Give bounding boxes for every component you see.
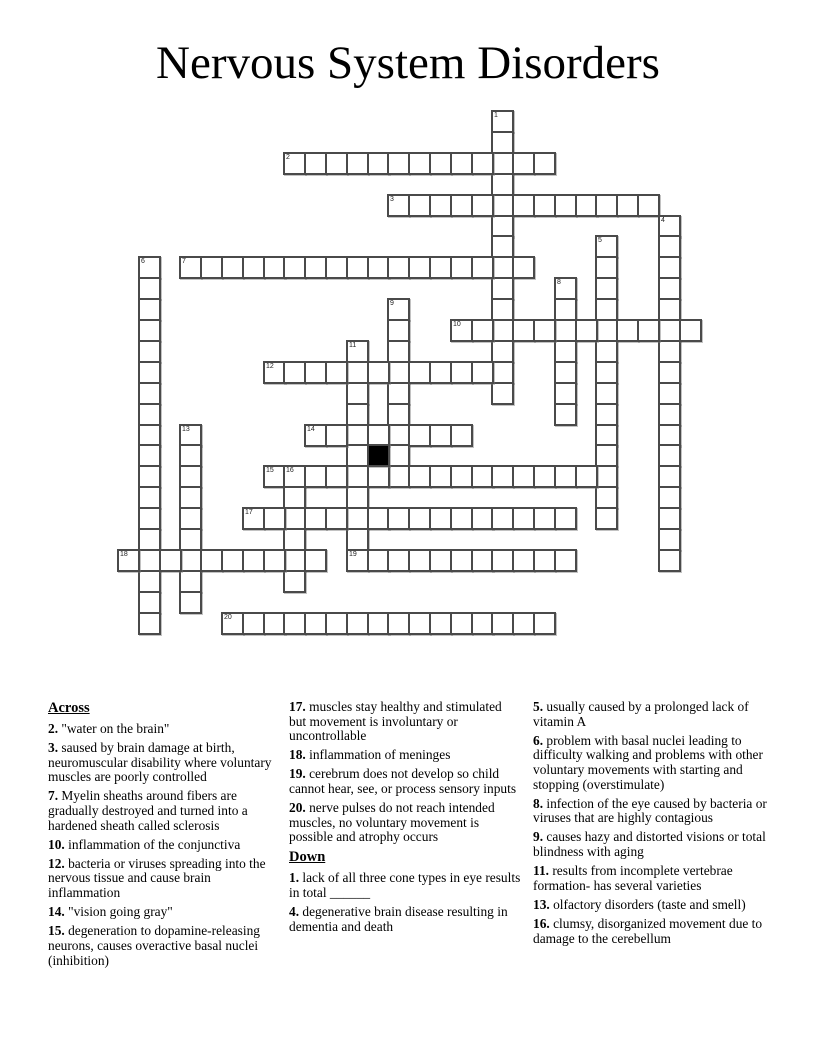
grid-cell-r10-c22[interactable] [575, 319, 598, 342]
grid-cell-r2-c14[interactable] [408, 152, 431, 175]
grid-cell-r19-c26[interactable] [658, 507, 681, 530]
grid-cell-r2-c19[interactable] [512, 152, 535, 175]
grid-cell-r17-c1[interactable] [138, 465, 161, 488]
cell-number-5: 5 [598, 237, 602, 244]
clue-number: 1. [289, 870, 300, 886]
grid-cell-r19-c16[interactable] [450, 507, 473, 530]
grid-cell-r24-c11[interactable] [346, 612, 369, 635]
grid-cell-r17-c26[interactable] [658, 465, 681, 488]
grid-cell-r6-c23[interactable] [595, 235, 618, 258]
grid-cell-r8-c21[interactable] [554, 277, 577, 300]
grid-cell-r18-c8[interactable] [283, 486, 306, 509]
grid-cell-r17-c11[interactable] [346, 465, 369, 488]
grid-cell-r22-c8[interactable] [283, 570, 306, 593]
grid-cell-r20-c8[interactable] [283, 528, 306, 551]
grid-cell-r10-c20[interactable] [533, 319, 556, 342]
grid-cell-r9-c13[interactable] [387, 298, 410, 321]
clue-13: 13. olfactory disorders (taste and smell) [533, 896, 746, 912]
grid-cell-r18-c11[interactable] [346, 486, 369, 509]
clue-number: 14. [48, 904, 65, 920]
clue-number: 7. [48, 788, 59, 804]
grid-cell-r12-c23[interactable] [595, 361, 618, 384]
cell-number-6: 6 [141, 258, 145, 265]
grid-cell-r7-c10[interactable] [325, 256, 348, 279]
grid-cell-r16-c23[interactable] [595, 444, 618, 467]
cell-number-13: 13 [182, 426, 190, 433]
grid-cell-r11-c18[interactable] [491, 340, 514, 363]
grid-cell-r14-c11[interactable] [346, 403, 369, 426]
across-header: Across [48, 700, 90, 716]
grid-cell-r8-c18[interactable] [491, 277, 514, 300]
grid-cell-r19-c21[interactable] [554, 507, 577, 530]
grid-cell-r11-c21[interactable] [554, 340, 577, 363]
clue-number: 15. [48, 923, 65, 939]
grid-cell-r9-c23[interactable] [595, 298, 618, 321]
cell-number-9: 9 [390, 300, 394, 307]
grid-cell-r24-c9[interactable] [304, 612, 327, 635]
grid-cell-r19-c6[interactable] [242, 507, 265, 530]
grid-cell-r21-c21[interactable] [554, 549, 577, 572]
grid-cell-r19-c3[interactable] [179, 507, 202, 530]
grid-cell-r12-c26[interactable] [658, 361, 681, 384]
clue-number: 16. [533, 915, 550, 931]
grid-cell-r4-c25[interactable] [637, 194, 660, 217]
cell-number-10: 10 [453, 321, 461, 328]
grid-cell-r10-c26[interactable] [658, 319, 681, 342]
grid-cell-r17-c19[interactable] [512, 465, 535, 488]
grid-cell-r19-c10[interactable] [325, 507, 348, 530]
grid-cell-r24-c18[interactable] [491, 612, 514, 635]
grid-cell-r2-c17[interactable] [471, 152, 494, 175]
clue-number: 19. [289, 766, 306, 782]
grid-cell-r13-c21[interactable] [554, 382, 577, 405]
grid-cell-r17-c21[interactable] [554, 465, 577, 488]
grid-cell-r13-c13[interactable] [387, 382, 410, 405]
grid-cell-r7-c8[interactable] [283, 256, 306, 279]
grid-cell-r16-c11[interactable] [346, 444, 369, 467]
clue-4: 4. degenerative brain disease resulting in dementia and death [289, 904, 508, 934]
grid-cell-r19-c23[interactable] [595, 507, 618, 530]
grid-cell-r6-c18[interactable] [491, 235, 514, 258]
clue-number: 8. [533, 795, 544, 811]
grid-cell-r16-c26[interactable] [658, 444, 681, 467]
grid-cell-r1-c18[interactable] [491, 131, 514, 154]
crossword-grid [117, 110, 699, 633]
grid-cell-r9-c18[interactable] [491, 298, 514, 321]
clue-number: 10. [48, 836, 65, 852]
grid-cell-r15-c14[interactable] [408, 424, 431, 447]
grid-cell-r9-c21[interactable] [554, 298, 577, 321]
grid-cell-r12-c15[interactable] [429, 361, 452, 384]
grid-cell-r16-c3[interactable] [179, 444, 202, 467]
grid-cell-r4-c20[interactable] [533, 194, 556, 217]
clue-14: 14. "vision going gray" [48, 904, 173, 920]
cell-number-2: 2 [286, 154, 290, 161]
grid-cell-r7-c1[interactable] [138, 256, 161, 279]
grid-cell-r21-c1[interactable] [138, 549, 161, 572]
grid-cell-r7-c4[interactable] [200, 256, 223, 279]
grid-cell-r21-c7[interactable] [263, 549, 286, 572]
grid-cell-r21-c3[interactable] [179, 549, 202, 572]
clue-column-3 [533, 700, 775, 951]
grid-cell-r11-c26[interactable] [658, 340, 681, 363]
grid-cell-r16-c1[interactable] [138, 444, 161, 467]
grid-cell-r14-c23[interactable] [595, 403, 618, 426]
down-header: Down [289, 849, 326, 866]
grid-cell-r21-c18[interactable] [491, 549, 514, 572]
grid-cell-r21-c14[interactable] [408, 549, 431, 572]
grid-cell-r3-c18[interactable] [491, 173, 514, 196]
grid-cell-r4-c16[interactable] [450, 194, 473, 217]
grid-cell-r7-c6[interactable] [242, 256, 265, 279]
cell-number-20: 20 [224, 614, 232, 621]
grid-cell-r21-c11[interactable] [346, 549, 369, 572]
grid-cell-r17-c12[interactable] [367, 465, 390, 488]
clue-number: 5. [533, 699, 544, 714]
grid-cell-r7-c14[interactable] [408, 256, 431, 279]
cell-number-7: 7 [182, 258, 186, 265]
grid-cell-r15-c15[interactable] [429, 424, 452, 447]
clue-6: 6. problem with basal nuclei leading to difficulty walking and problems with other voluntary movements with starting and stopping (overstimulate) [533, 732, 763, 792]
grid-cell-r13-c26[interactable] [658, 382, 681, 405]
grid-cell-r19-c8[interactable] [283, 507, 306, 530]
cell-number-8: 8 [557, 279, 561, 286]
grid-cell-r11-c13[interactable] [387, 340, 410, 363]
clue-9: 9. causes hazy and distorted visions or total blindness with aging [533, 829, 766, 859]
grid-cell-r24-c8[interactable] [283, 612, 306, 635]
grid-cell-r12-c9[interactable] [304, 361, 327, 384]
grid-cell-r21-c9[interactable] [304, 549, 327, 572]
clue-column-1 [48, 700, 281, 973]
grid-cell-r21-c8[interactable] [283, 549, 306, 572]
grid-black-cell [367, 444, 390, 467]
grid-cell-r17-c16[interactable] [450, 465, 473, 488]
grid-cell-r7-c13[interactable] [387, 256, 410, 279]
grid-cell-r18-c26[interactable] [658, 486, 681, 509]
grid-cell-r0-c18[interactable] [491, 110, 514, 133]
grid-cell-r19-c7[interactable] [263, 507, 286, 530]
grid-cell-r2-c11[interactable] [346, 152, 369, 175]
grid-cell-r20-c11[interactable] [346, 528, 369, 551]
cell-number-12: 12 [266, 363, 274, 370]
grid-cell-r23-c3[interactable] [179, 591, 202, 614]
grid-cell-r14-c1[interactable] [138, 403, 161, 426]
grid-cell-r13-c18[interactable] [491, 382, 514, 405]
grid-cell-r17-c9[interactable] [304, 465, 327, 488]
grid-cell-r12-c8[interactable] [283, 361, 306, 384]
grid-cell-r11-c1[interactable] [138, 340, 161, 363]
grid-cell-r12-c10[interactable] [325, 361, 348, 384]
grid-cell-r8-c1[interactable] [138, 277, 161, 300]
grid-cell-r21-c26[interactable] [658, 549, 681, 572]
grid-cell-r7-c17[interactable] [471, 256, 494, 279]
grid-cell-r7-c19[interactable] [512, 256, 535, 279]
grid-cell-r9-c1[interactable] [138, 298, 161, 321]
clue-number: 11. [533, 863, 549, 879]
grid-cell-r10-c23[interactable] [595, 319, 618, 342]
grid-cell-r21-c19[interactable] [512, 549, 535, 572]
clue-number: 2. [48, 721, 59, 736]
grid-cell-r4-c21[interactable] [554, 194, 577, 217]
grid-cell-r12-c17[interactable] [471, 361, 494, 384]
grid-cell-r19-c9[interactable] [304, 507, 327, 530]
clue-10: 10. inflammation of the conjunctiva [48, 836, 241, 852]
grid-cell-r21-c5[interactable] [221, 549, 244, 572]
clue-number: 20. [289, 800, 306, 816]
grid-cell-r12-c18[interactable] [491, 361, 514, 384]
grid-cell-r21-c6[interactable] [242, 549, 265, 572]
clue-2: 2. "water on the brain" [48, 721, 170, 736]
grid-cell-r21-c13[interactable] [387, 549, 410, 572]
grid-cell-r19-c19[interactable] [512, 507, 535, 530]
grid-cell-r19-c11[interactable] [346, 507, 369, 530]
grid-cell-r19-c15[interactable] [429, 507, 452, 530]
cell-number-4: 4 [661, 217, 665, 224]
grid-cell-r17-c23[interactable] [595, 465, 618, 488]
grid-cell-r12-c13[interactable] [387, 361, 410, 384]
grid-cell-r13-c1[interactable] [138, 382, 161, 405]
grid-cell-r17-c13[interactable] [387, 465, 410, 488]
grid-cell-r2-c16[interactable] [450, 152, 473, 175]
grid-cell-r6-c26[interactable] [658, 235, 681, 258]
cell-number-14: 14 [307, 426, 315, 433]
grid-cell-r17-c15[interactable] [429, 465, 452, 488]
clue-17: 17. muscles stay healthy and stimulated but movement is involuntary or uncontrollable [289, 699, 502, 744]
grid-cell-r12-c1[interactable] [138, 361, 161, 384]
clue-number: 6. [533, 732, 544, 748]
grid-cell-r7-c15[interactable] [429, 256, 452, 279]
clue-3: 3. saused by brain damage at birth, neuromuscular disability where voluntary muscles are poorly controlled [48, 740, 272, 785]
cell-number-18: 18 [120, 551, 128, 558]
clue-number: 12. [48, 855, 65, 871]
cell-number-17: 17 [245, 509, 253, 516]
grid-cell-r2-c8[interactable] [283, 152, 306, 175]
grid-cell-r7-c11[interactable] [346, 256, 369, 279]
grid-cell-r10-c25[interactable] [637, 319, 660, 342]
grid-cell-r21-c20[interactable] [533, 549, 556, 572]
cell-number-3: 3 [390, 196, 394, 203]
clue-8: 8. infection of the eye caused by bacteria or viruses that are highly contagious [533, 795, 767, 826]
grid-cell-r14-c13[interactable] [387, 403, 410, 426]
grid-cell-r16-c13[interactable] [387, 444, 410, 467]
grid-cell-r4-c18[interactable] [491, 194, 514, 217]
grid-cell-r15-c16[interactable] [450, 424, 473, 447]
grid-cell-r24-c1[interactable] [138, 612, 161, 635]
clue-15: 15. degeneration to dopamine-releasing neurons, causes overactive basal nuclei (inhibition) [48, 923, 260, 968]
clue-12: 12. bacteria or viruses spreading into the nervous tissue and cause brain inflammation [48, 855, 266, 901]
grid-cell-r7-c9[interactable] [304, 256, 327, 279]
grid-cell-r13-c23[interactable] [595, 382, 618, 405]
clue-number: 3. [48, 740, 59, 756]
clue-number: 4. [289, 904, 300, 920]
grid-cell-r17-c18[interactable] [491, 465, 514, 488]
grid-cell-r22-c3[interactable] [179, 570, 202, 593]
grid-cell-r21-c16[interactable] [450, 549, 473, 572]
cell-number-1: 1 [494, 112, 498, 119]
grid-cell-r17-c3[interactable] [179, 465, 202, 488]
grid-cell-r4-c15[interactable] [429, 194, 452, 217]
grid-cell-r8-c23[interactable] [595, 277, 618, 300]
grid-cell-r22-c1[interactable] [138, 570, 161, 593]
clue-number: 17. [289, 699, 306, 714]
grid-cell-r11-c23[interactable] [595, 340, 618, 363]
grid-cell-r19-c20[interactable] [533, 507, 556, 530]
grid-cell-r18-c1[interactable] [138, 486, 161, 509]
grid-cell-r20-c1[interactable] [138, 528, 161, 551]
grid-cell-r4-c17[interactable] [471, 194, 494, 217]
grid-cell-r24-c5[interactable] [221, 612, 244, 635]
grid-cell-r2-c20[interactable] [533, 152, 556, 175]
grid-cell-r7-c16[interactable] [450, 256, 473, 279]
grid-cell-r21-c4[interactable] [200, 549, 223, 572]
grid-cell-r7-c3[interactable] [179, 256, 202, 279]
grid-cell-r24-c6[interactable] [242, 612, 265, 635]
grid-cell-r12-c12[interactable] [367, 361, 390, 384]
grid-cell-r18-c23[interactable] [595, 486, 618, 509]
grid-cell-r23-c1[interactable] [138, 591, 161, 614]
clue-number: 9. [533, 829, 544, 845]
cell-number-16: 16 [286, 467, 294, 474]
clue-18: 18. inflammation of meninges [289, 747, 451, 763]
grid-cell-r2-c13[interactable] [387, 152, 410, 175]
grid-cell-r24-c16[interactable] [450, 612, 473, 635]
grid-cell-r8-c26[interactable] [658, 277, 681, 300]
clue-number: 18. [289, 747, 306, 763]
grid-cell-r2-c9[interactable] [304, 152, 327, 175]
grid-cell-r24-c13[interactable] [387, 612, 410, 635]
grid-cell-r12-c16[interactable] [450, 361, 473, 384]
grid-cell-r14-c21[interactable] [554, 403, 577, 426]
grid-cell-r24-c14[interactable] [408, 612, 431, 635]
grid-cell-r7-c23[interactable] [595, 256, 618, 279]
grid-cell-r19-c13[interactable] [387, 507, 410, 530]
clue-20: 20. nerve pulses do not reach intended muscles, no voluntary movement is possible and atrophy occurs [289, 800, 495, 845]
grid-cell-r10-c27[interactable] [679, 319, 702, 342]
grid-cell-r11-c11[interactable] [346, 340, 369, 363]
grid-cell-r10-c19[interactable] [512, 319, 535, 342]
grid-cell-r4-c13[interactable] [387, 194, 410, 217]
grid-cell-r21-c15[interactable] [429, 549, 452, 572]
grid-cell-r10-c13[interactable] [387, 319, 410, 342]
page-title: Nervous System Disorders [156, 37, 660, 89]
grid-cell-r17-c14[interactable] [408, 465, 431, 488]
grid-cell-r2-c18[interactable] [491, 152, 514, 175]
grid-cell-r10-c18[interactable] [491, 319, 514, 342]
grid-cell-r7-c26[interactable] [658, 256, 681, 279]
grid-cell-r24-c19[interactable] [512, 612, 535, 635]
grid-cell-r10-c24[interactable] [616, 319, 639, 342]
grid-cell-r20-c26[interactable] [658, 528, 681, 551]
grid-cell-r4-c23[interactable] [595, 194, 618, 217]
grid-cell-r12-c14[interactable] [408, 361, 431, 384]
grid-cell-r13-c11[interactable] [346, 382, 369, 405]
clue-19: 19. cerebrum does not develop so child cannot hear, see, or process sensory inputs [289, 766, 517, 797]
grid-cell-r19-c18[interactable] [491, 507, 514, 530]
grid-cell-r19-c14[interactable] [408, 507, 431, 530]
grid-cell-r4-c14[interactable] [408, 194, 431, 217]
grid-cell-r10-c16[interactable] [450, 319, 473, 342]
clue-number: 13. [533, 896, 550, 912]
grid-cell-r14-c26[interactable] [658, 403, 681, 426]
grid-cell-r24-c15[interactable] [429, 612, 452, 635]
grid-cell-r4-c24[interactable] [616, 194, 639, 217]
cell-number-11: 11 [349, 342, 357, 349]
cell-number-19: 19 [349, 551, 357, 558]
grid-cell-r24-c20[interactable] [533, 612, 556, 635]
grid-cell-r10-c17[interactable] [471, 319, 494, 342]
grid-cell-r24-c10[interactable] [325, 612, 348, 635]
cell-number-15: 15 [266, 467, 274, 474]
clue-11: 11. results from incomplete vertebrae formation- has several varieties [533, 863, 733, 893]
grid-cell-r17-c10[interactable] [325, 465, 348, 488]
grid-cell-r17-c8[interactable] [283, 465, 306, 488]
grid-cell-r7-c18[interactable] [491, 256, 514, 279]
grid-cell-r9-c26[interactable] [658, 298, 681, 321]
grid-cell-r10-c21[interactable] [554, 319, 577, 342]
clue-16: 16. clumsy, disorganized movement due to damage to the cerebellum [533, 915, 763, 946]
grid-cell-r15-c9[interactable] [304, 424, 327, 447]
grid-cell-r7-c5[interactable] [221, 256, 244, 279]
grid-cell-r12-c21[interactable] [554, 361, 577, 384]
clue-5: 5. usually caused by a prolonged lack of vitamin A [533, 699, 749, 729]
grid-cell-r15-c10[interactable] [325, 424, 348, 447]
grid-cell-r2-c15[interactable] [429, 152, 452, 175]
grid-cell-r21-c0[interactable] [117, 549, 140, 572]
grid-cell-r17-c20[interactable] [533, 465, 556, 488]
grid-cell-r2-c10[interactable] [325, 152, 348, 175]
grid-cell-r4-c19[interactable] [512, 194, 535, 217]
grid-cell-r20-c3[interactable] [179, 528, 202, 551]
grid-cell-r10-c1[interactable] [138, 319, 161, 342]
grid-cell-r19-c1[interactable] [138, 507, 161, 530]
grid-cell-r12-c11[interactable] [346, 361, 369, 384]
clue-column-2 [289, 700, 522, 939]
clue-7: 7. Myelin sheaths around fibers are gradually destroyed and turned into a hardened sheath called sclerosis [48, 788, 248, 833]
grid-cell-r18-c3[interactable] [179, 486, 202, 509]
grid-cell-r17-c22[interactable] [575, 465, 598, 488]
grid-cell-r21-c2[interactable] [159, 549, 182, 572]
clue-1: 1. lack of all three cone types in eye results in total ______ [289, 870, 521, 901]
